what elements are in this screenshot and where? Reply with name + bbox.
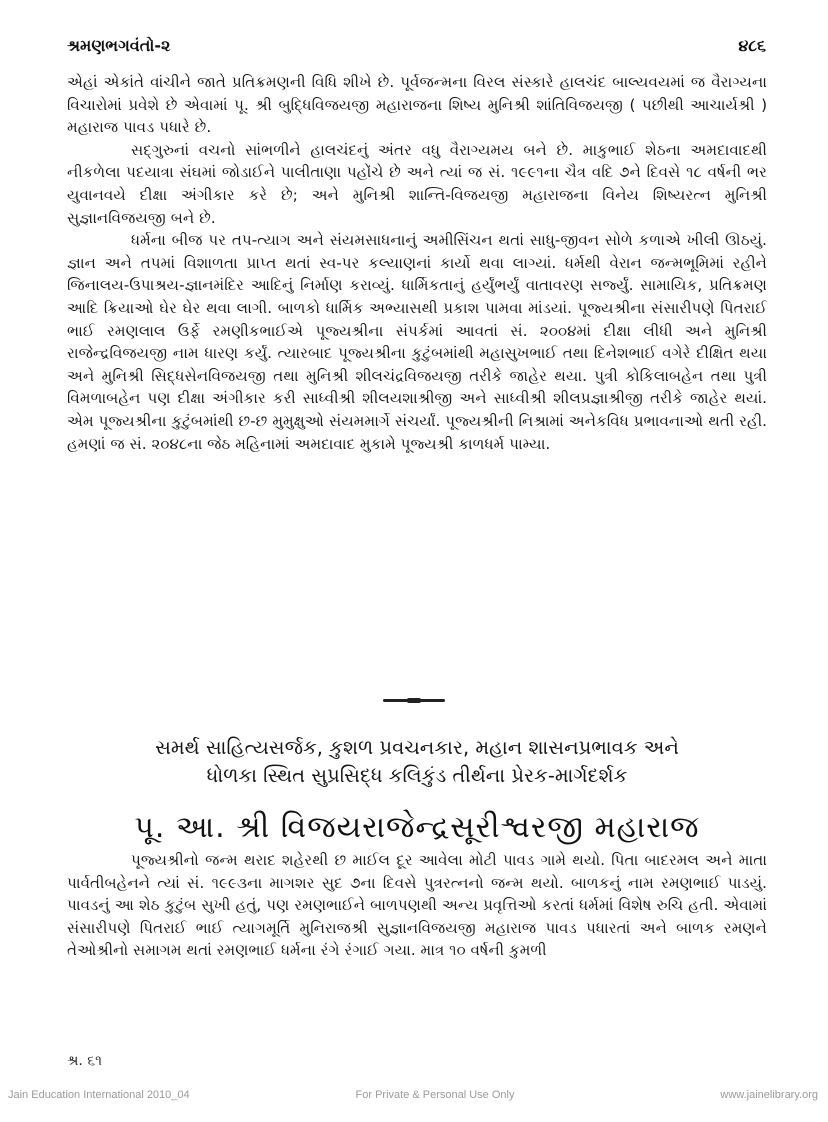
- page-number: ૪૮૬: [738, 36, 766, 55]
- paragraph: એહાં એકાંતે વાંચીને જાતે પ્રતિક્રમણની વિધિ શીખે છે. પૂર્વજન્મના વિરલ સંસ્કારે હાલચંદ બાલ્યવયમાં જ વૈરાગ્યના વિચારોમાં પ્રવેશે છે એવામાં પૂ. શ્રી બુદ્ધિવિજયજી મહારાજના શિષ્ય મુનિશ્રી શાંતિવિજયજી ( પછીથી આચાર્યશ્રી ) મહારાજ પાવડ પધારે છે.: [67, 73, 767, 137]
- section-2-body: [67, 849, 767, 962]
- footer-usage-note: For Private & Personal Use Only: [355, 1089, 515, 1101]
- biography-subtitle-line-2: ધોળકા સ્થિત સુપ્રસિદ્ધ કલિકુંડ તીર્થના પ્રેરક-માર્ગદર્શક: [206, 764, 628, 787]
- running-head: [67, 34, 766, 58]
- footer-publisher: Jain Education International 2010_04: [8, 1089, 190, 1101]
- running-head-title: શ્રમણભગવંતો-૨: [67, 36, 171, 55]
- footer: [8, 1089, 818, 1105]
- biography-title: પૂ. આ. શ્રી વિજયરાજેન્દ્રસૂરીશ્વરજી મહારાજ: [134, 810, 700, 845]
- paragraph: ધર્મના બીજ પર તપ-ત્યાગ અને સંયમસાધનાનું અમીસિંચન થતાં સાધુ-જીવન સોળે કળાએ ખીલી ઊઠયું. જ્ઞાન અને તપમાં વિશાળતા પ્રાપ્ત થતાં સ્વ-પર કલ્યાણનાં કાર્યો થવા લાગ્યાં. ધર્મથી વેરાન જન્મભૂમિમાં રહીને જિનાલય-ઉપાશ્રય-જ્ઞાનમંદિર આદિનું નિર્માણ કરાવ્યું. ધાર્મિકતાનું હર્યુંભર્યું વાતાવરણ સર્જ્યું. સામાયિક, પ્રતિક્રમણ આદિ ક્રિયાઓ ઘેર ઘેર થવા લાગી. બાળકો ધાર્મિક અભ્યાસથી પ્રકાશ પામવા માંડયાં. પૂજ્યશ્રીના સંસારીપણે પિતરાઈ ભાઈ રમણલાલ ઉર્ફે રમણીકભાઈએ પૂજ્યશ્રીના સંપર્કમાં આવતાં સં. ૨૦૦૪માં દીક્ષા લીધી અને મુનિશ્રી રાજેન્દ્રવિજયજી નામ ધારણ કર્યું. ત્યારબાદ પૂજ્યશ્રીના કુટુંબમાંથી મહાસુખભાઈ તથા દિનેશભાઈ વગેરે દીક્ષિત થયા અને મુનિશ્રી સિદ્ધસેનવિજયજી તથા મુનિશ્રી શીલચંદ્રવિજયજી તરીકે જાહેર થયા. પુત્રી કોકિલાબહેન તથા પુત્રી વિમળાબહેન પણ દીક્ષા અંગીકાર કરી સાધ્વીશ્રી શીલયશાશ્રીજી અને સાધ્વીશ્રી શીલપ્રજ્ઞાશ્રીજી તરીકે જાહેર થયાં. એમ પૂજ્યશ્રીના કુટુંબમાંથી છ-છ મુમુક્ષુઓ સંયમમાર્ગે સંચર્યાં. પૂજ્યશ્રીની નિશ્રામાં અનેકવિધ પ્રભાવનાઓ થતી રહી. હમણાં જ સં. ૨૦૪૮ના જેઠ મહિનામાં અમદાવાદ મુકામે પૂજ્યશ્રી કાળધર્મ પામ્યા.: [67, 231, 767, 453]
- signature-folio: શ્ર. ૬૧: [67, 1053, 103, 1069]
- footer-website: www.jainelibrary.org: [720, 1089, 818, 1101]
- section-1-body: [67, 71, 767, 455]
- paragraph: પૂજ્યશ્રીનો જન્મ થરાદ શહેરથી છ માઈલ દૂર આવેલા મોટી પાવડ ગામે થયો. પિતા બાદરમલ અને માતા પાર્વતીબહેનને ત્યાં સં. ૧૯૯૩ના માગશર સુદ ૭ના દિવસે પુત્રરત્નનો જન્મ થયો. બાળકનું નામ રમણભાઈ પાડયું. પાવડનું આ શેઠ કુટુંબ સુખી હતું, પણ રમણભાઈને બાળપણથી અન્ય પ્રવૃત્તિઓ કરતાં ધર્મમાં વિશેષ રુચિ હતી. એવામાં સંસારીપણે પિતરાઈ ભાઈ ત્યાગમૂર્તિ મુનિરાજશ્રી સુજ્ઞાનવિજયજી મહારાજ પાવડ પધારતાં અને બાળક રમણને તેઓશ્રીનો સમાગમ થતાં રમણભાઈ ધર્મના રંગે રંગાઈ ગયા. માત્ર ૧૦ વર્ષની કુમળી: [67, 851, 767, 960]
- biography-subtitle-line-1: સમર્થ સાહિત્યસર્જક, કુશળ પ્રવચનકાર, મહાન શાસનપ્રભાવક અને: [155, 736, 679, 759]
- section-divider-ornament: [383, 699, 445, 702]
- paragraph: સદ્ગુરુનાં વચનો સાંભળીને હાલચંદનું અંતર વધુ વૈરાગ્યમય બને છે. માકુભાઈ શેઠના અમદાવાદથી નીકળેલા પદયાત્રા સંઘમાં જોડાઈને પાલીતાણા પહોંચે છે અને ત્યાં જ સં. ૧૯૯૧ના ચૈત્ર વદિ ૭ને દિવસે ૧૮ વર્ષની ભર યુવાનવયે દીક્ષા અંગીકાર કરે છે; અને મુનિશ્રી શાન્તિ-વિજયજી મહારાજના વિનેય શિષ્યરત્ન મુનિશ્રી સુજ્ઞાનવિજયજી બને છે.: [67, 140, 767, 227]
